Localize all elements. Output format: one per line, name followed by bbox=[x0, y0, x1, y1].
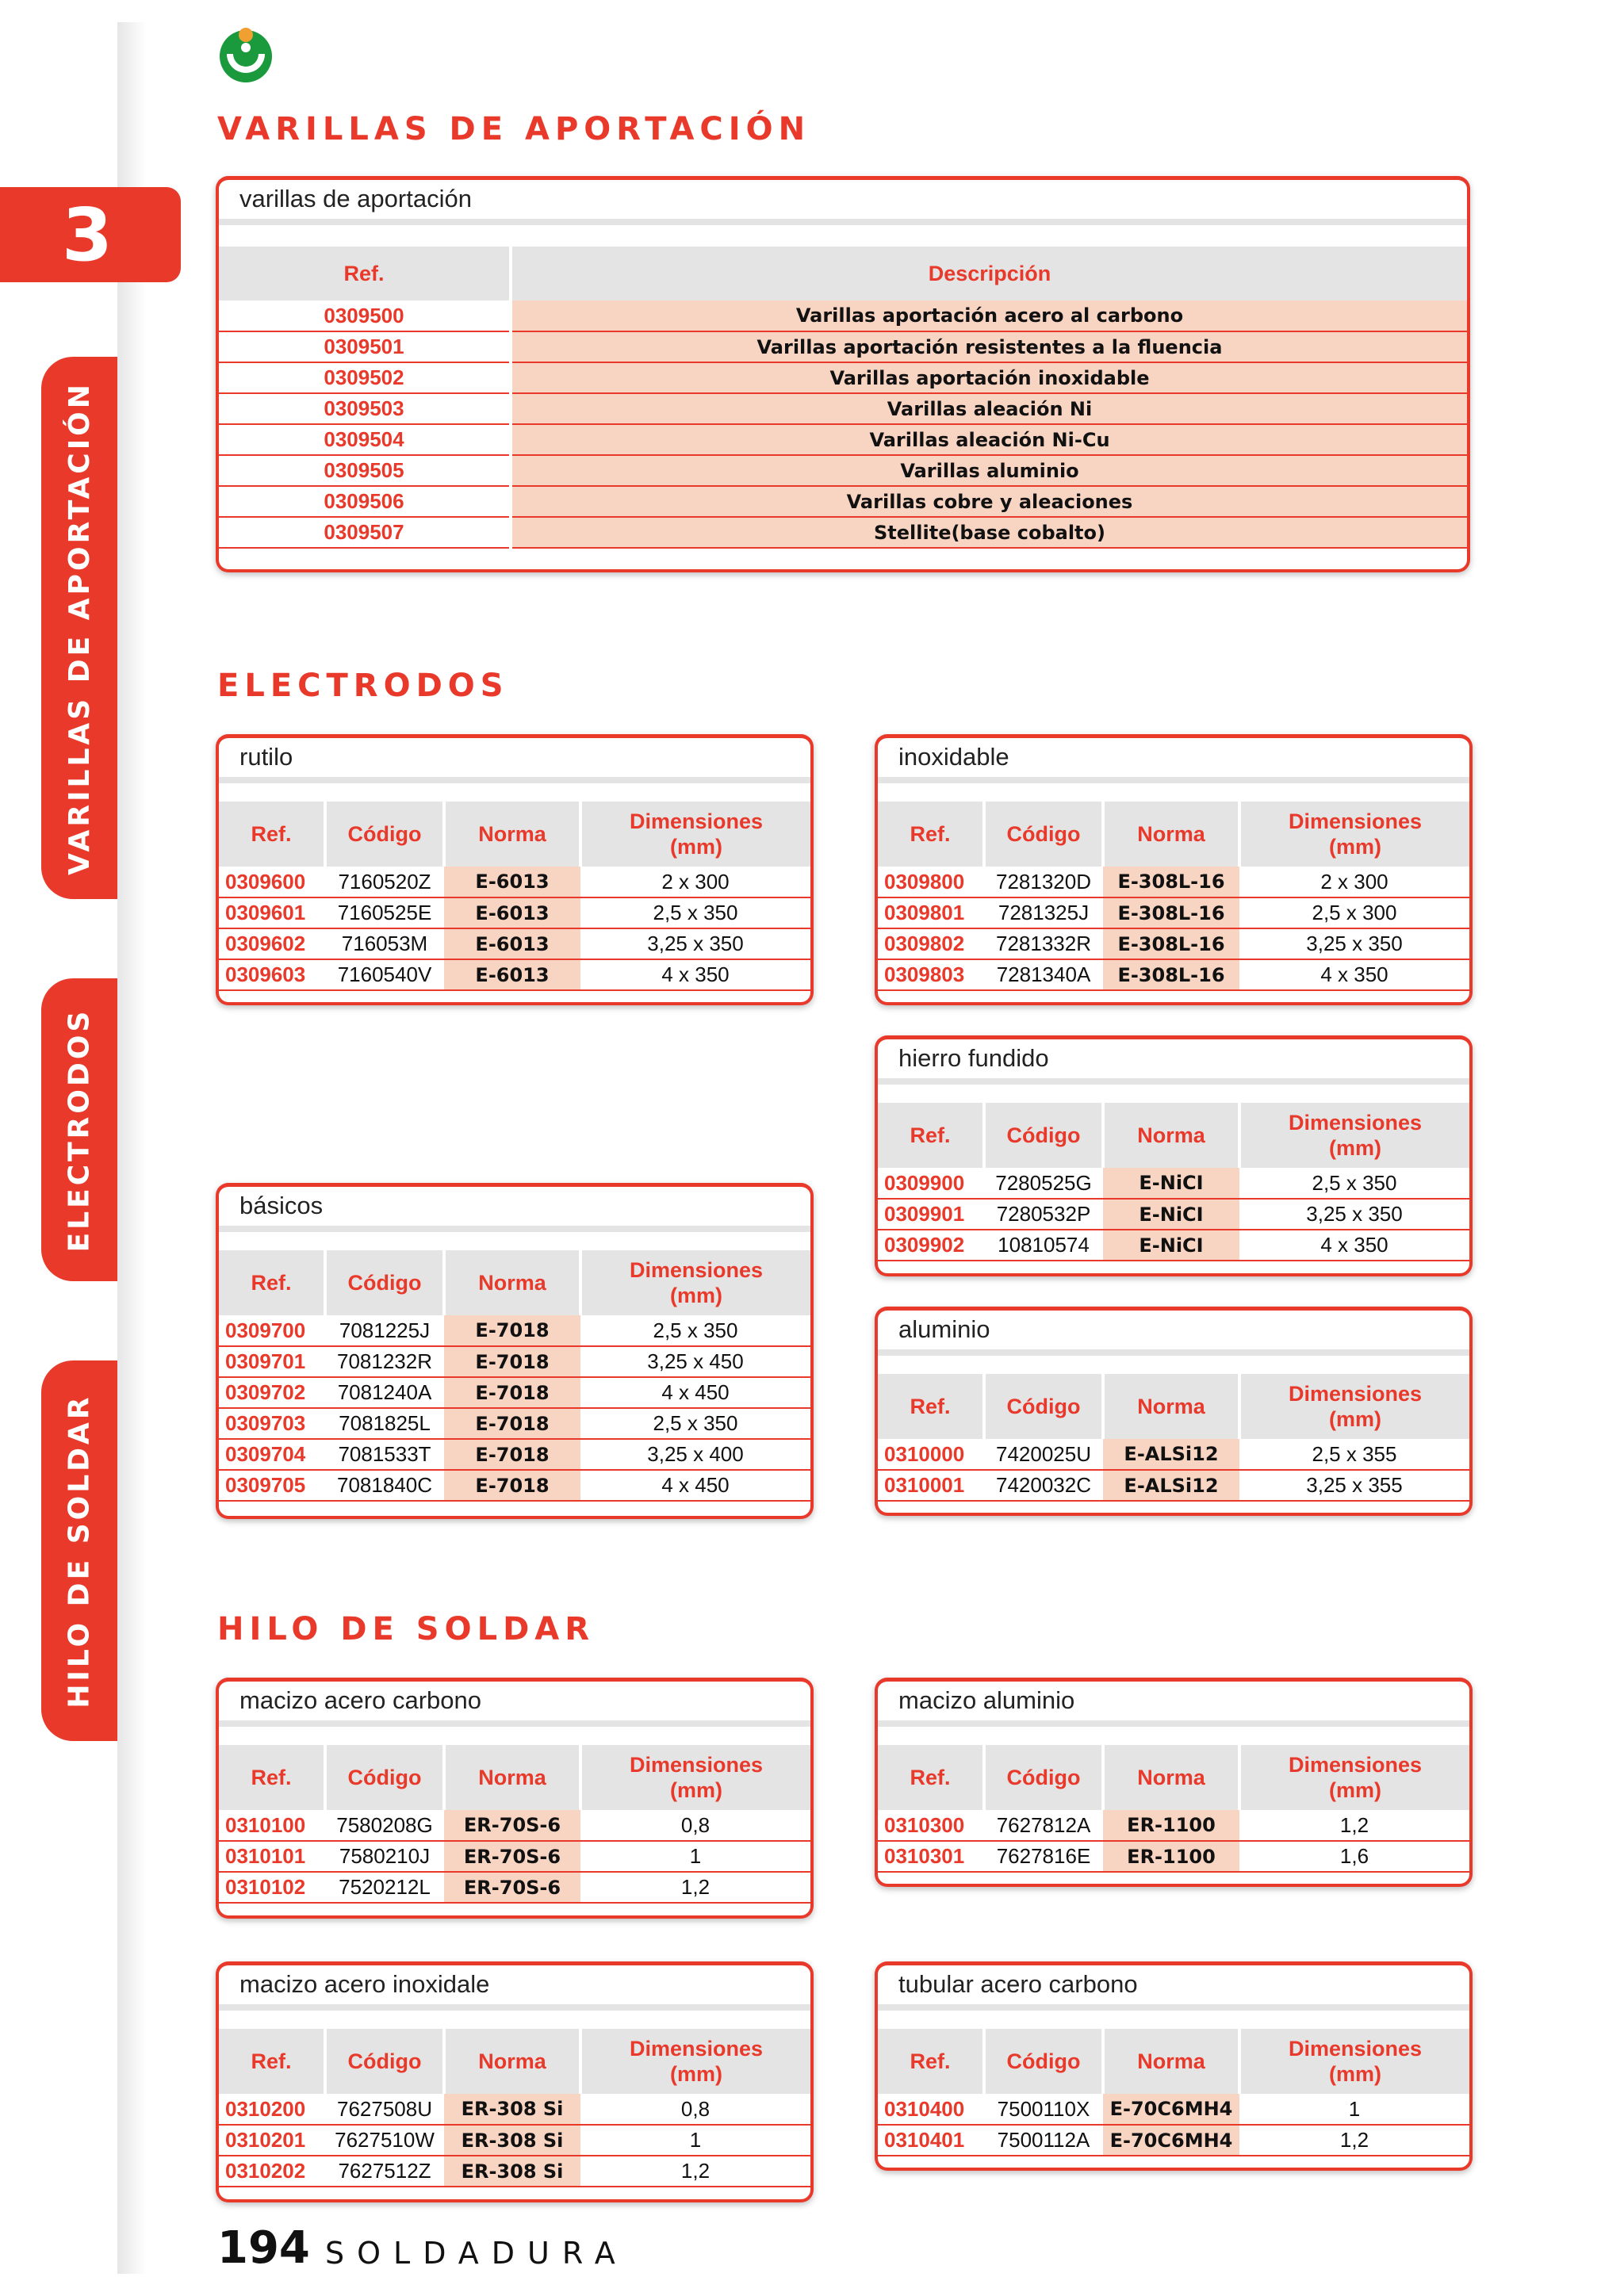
table-title: macizo acero carbono bbox=[239, 1686, 481, 1714]
col-header-ref: Ref. bbox=[219, 247, 511, 300]
dimensiones-cell: 3,25 x 350 bbox=[580, 928, 810, 959]
table-row bbox=[219, 2156, 810, 2187]
col-header-dimensiones bbox=[580, 1745, 810, 1810]
ref-cell: 0309704 bbox=[219, 1439, 325, 1470]
col-header-dimensiones-unit: (mm) bbox=[670, 2062, 722, 2086]
product-table bbox=[219, 2029, 810, 2187]
side-tab-varillas-label: VARILLAS DE APORTACIÓN bbox=[63, 381, 96, 875]
norma-cell: ER-70S-6 bbox=[444, 1872, 580, 1903]
table-row bbox=[219, 331, 1467, 362]
table-title: inoxidable bbox=[898, 743, 1009, 771]
col-header-codigo: Código bbox=[325, 802, 444, 867]
col-header-codigo: Código bbox=[325, 1250, 444, 1315]
col-header-dimensiones-label: Dimensiones bbox=[629, 809, 764, 833]
footer-label: SOLDADURA bbox=[325, 2236, 628, 2271]
dimensiones-cell: 1 bbox=[580, 1841, 810, 1872]
table-row bbox=[219, 486, 1467, 517]
col-header-dimensiones-unit: (mm) bbox=[1329, 2062, 1381, 2086]
table-row bbox=[219, 393, 1467, 424]
table-title: tubular acero carbono bbox=[898, 1970, 1138, 1998]
table-row bbox=[219, 897, 810, 928]
col-header-ref: Ref. bbox=[219, 1250, 325, 1315]
table-row bbox=[219, 1377, 810, 1408]
col-header-ref: Ref. bbox=[878, 1374, 984, 1439]
dimensiones-cell: 2,5 x 350 bbox=[580, 1408, 810, 1439]
codigo-cell: 7281332R bbox=[984, 928, 1103, 959]
table-box-inoxidable bbox=[875, 734, 1473, 1005]
ref-cell: 0310202 bbox=[219, 2156, 325, 2187]
dimensiones-cell: 3,25 x 355 bbox=[1239, 1470, 1469, 1501]
company-logo bbox=[216, 24, 276, 84]
dimensiones-cell: 1,2 bbox=[1239, 1810, 1469, 1841]
col-header-dimensiones bbox=[580, 2029, 810, 2094]
dimensiones-cell: 3,25 x 350 bbox=[1239, 1199, 1469, 1230]
table-title: aluminio bbox=[898, 1315, 990, 1343]
col-header-dimensiones-label: Dimensiones bbox=[1288, 1753, 1423, 1777]
col-header-ref: Ref. bbox=[878, 802, 984, 867]
codigo-cell: 7500112A bbox=[984, 2125, 1103, 2156]
ref-cell: 0309504 bbox=[219, 424, 511, 455]
dimensiones-cell: 2 x 300 bbox=[580, 867, 810, 897]
norma-cell: E-NiCI bbox=[1103, 1168, 1239, 1199]
col-header-ref: Ref. bbox=[878, 1745, 984, 1810]
codigo-cell: 7281320D bbox=[984, 867, 1103, 897]
table-row bbox=[219, 867, 810, 897]
dimensiones-cell: 1,2 bbox=[580, 2156, 810, 2187]
col-header-norma: Norma bbox=[444, 1250, 580, 1315]
ref-cell: 0309705 bbox=[219, 1470, 325, 1501]
codigo-cell: 7627510W bbox=[325, 2125, 444, 2156]
col-header-dimensiones-unit: (mm) bbox=[670, 1284, 722, 1307]
codigo-cell: 7627512Z bbox=[325, 2156, 444, 2187]
description-cell: Varillas aleación Ni bbox=[511, 393, 1467, 424]
norma-cell: E-308L-16 bbox=[1103, 897, 1239, 928]
ref-cell: 0310000 bbox=[878, 1439, 984, 1470]
codigo-cell: 7580210J bbox=[325, 1841, 444, 1872]
col-header-codigo: Código bbox=[984, 1745, 1103, 1810]
table-row bbox=[219, 959, 810, 990]
dimensiones-cell: 4 x 450 bbox=[580, 1377, 810, 1408]
ref-cell: 0309702 bbox=[219, 1377, 325, 1408]
ref-cell: 0309900 bbox=[878, 1168, 984, 1199]
ref-cell: 0310101 bbox=[219, 1841, 325, 1872]
col-header-codigo: Código bbox=[325, 2029, 444, 2094]
table-row bbox=[219, 1841, 810, 1872]
col-header-codigo: Código bbox=[984, 2029, 1103, 2094]
table-title: básicos bbox=[239, 1192, 324, 1219]
dimensiones-cell: 2 x 300 bbox=[1239, 867, 1469, 897]
norma-cell: ER-308 Si bbox=[444, 2125, 580, 2156]
dimensiones-cell: 2,5 x 350 bbox=[580, 897, 810, 928]
col-header-dimensiones bbox=[580, 1250, 810, 1315]
norma-cell: E-ALSi12 bbox=[1103, 1470, 1239, 1501]
ref-cell: 0309505 bbox=[219, 455, 511, 486]
col-header-norma: Norma bbox=[1103, 1103, 1239, 1168]
table-row bbox=[219, 928, 810, 959]
ref-cell: 0310400 bbox=[878, 2094, 984, 2125]
codigo-cell: 7500110X bbox=[984, 2094, 1103, 2125]
table-box-rutilo bbox=[216, 734, 814, 1005]
norma-cell: E-NiCI bbox=[1103, 1199, 1239, 1230]
chapter-number: 3 bbox=[61, 192, 113, 277]
ref-cell: 0309700 bbox=[219, 1315, 325, 1346]
col-header-codigo: Código bbox=[325, 1745, 444, 1810]
ref-cell: 0309602 bbox=[219, 928, 325, 959]
norma-cell: E-7018 bbox=[444, 1470, 580, 1501]
box-header-gap bbox=[219, 1226, 810, 1232]
side-tab-hilo-label: HILO DE SOLDAR bbox=[63, 1393, 96, 1709]
col-header-dimensiones-label: Dimensiones bbox=[1288, 1382, 1423, 1406]
codigo-cell: 7081840C bbox=[325, 1470, 444, 1501]
col-header-dimensiones-unit: (mm) bbox=[670, 1778, 722, 1802]
table-row bbox=[219, 517, 1467, 548]
col-header-dimensiones bbox=[1239, 2029, 1469, 2094]
dimensiones-cell: 4 x 350 bbox=[580, 959, 810, 990]
norma-cell: ER-70S-6 bbox=[444, 1841, 580, 1872]
codigo-cell: 7081825L bbox=[325, 1408, 444, 1439]
product-table bbox=[878, 1374, 1469, 1502]
table-box-macizo-acero-carbono bbox=[216, 1678, 814, 1919]
table-row bbox=[219, 300, 1467, 331]
dimensiones-cell: 4 x 450 bbox=[580, 1470, 810, 1501]
col-header-codigo: Código bbox=[984, 802, 1103, 867]
dimensiones-cell: 4 x 350 bbox=[1239, 1230, 1469, 1261]
ref-cell: 0309802 bbox=[878, 928, 984, 959]
box-header-gap bbox=[878, 2004, 1469, 2011]
dimensiones-cell: 3,25 x 400 bbox=[580, 1439, 810, 1470]
codigo-cell: 7160520Z bbox=[325, 867, 444, 897]
box-header-gap bbox=[219, 219, 1467, 225]
col-header-norma: Norma bbox=[1103, 1374, 1239, 1439]
description-cell: Varillas aportación inoxidable bbox=[511, 362, 1467, 393]
col-header-codigo: Código bbox=[984, 1103, 1103, 1168]
codigo-cell: 7420032C bbox=[984, 1470, 1103, 1501]
norma-cell: E-ALSi12 bbox=[1103, 1439, 1239, 1470]
table-row bbox=[878, 1470, 1469, 1501]
col-header-dimensiones-label: Dimensiones bbox=[1288, 809, 1423, 833]
box-header-gap bbox=[219, 777, 810, 783]
ref-cell: 0309603 bbox=[219, 959, 325, 990]
norma-cell: E-308L-16 bbox=[1103, 959, 1239, 990]
page-edge-strip bbox=[117, 22, 146, 2274]
ref-cell: 0310102 bbox=[219, 1872, 325, 1903]
col-header-ref: Ref. bbox=[878, 1103, 984, 1168]
codigo-cell: 7160540V bbox=[325, 959, 444, 990]
table-row bbox=[878, 2094, 1469, 2125]
side-tab-varillas[interactable] bbox=[41, 357, 117, 899]
table-row bbox=[878, 867, 1469, 897]
col-header-dimensiones bbox=[1239, 802, 1469, 867]
dimensiones-cell: 1 bbox=[1239, 2094, 1469, 2125]
section-title-electrodos: ELECTRODOS bbox=[217, 668, 509, 704]
table-row bbox=[219, 2125, 810, 2156]
table-row bbox=[219, 1346, 810, 1377]
product-table bbox=[878, 802, 1469, 991]
codigo-cell: 7420025U bbox=[984, 1439, 1103, 1470]
col-header-descripcion: Descripción bbox=[511, 247, 1467, 300]
norma-cell: E-7018 bbox=[444, 1439, 580, 1470]
ref-cell: 0310401 bbox=[878, 2125, 984, 2156]
table-box-macizo-aluminio bbox=[875, 1678, 1473, 1887]
dimensiones-cell: 0,8 bbox=[580, 1810, 810, 1841]
table-row bbox=[219, 1439, 810, 1470]
product-table bbox=[878, 2029, 1469, 2156]
col-header-ref: Ref. bbox=[878, 2029, 984, 2094]
table-box-aluminio bbox=[875, 1307, 1473, 1516]
col-header-dimensiones-unit: (mm) bbox=[670, 835, 722, 859]
ref-cell: 0309701 bbox=[219, 1346, 325, 1377]
norma-cell: E-6013 bbox=[444, 897, 580, 928]
description-cell: Varillas aluminio bbox=[511, 455, 1467, 486]
product-table bbox=[878, 1745, 1469, 1873]
norma-cell: E-308L-16 bbox=[1103, 928, 1239, 959]
table-row bbox=[878, 1168, 1469, 1199]
side-tab-hilo[interactable] bbox=[41, 1360, 117, 1741]
dimensiones-cell: 3,25 x 350 bbox=[1239, 928, 1469, 959]
norma-cell: E-6013 bbox=[444, 959, 580, 990]
description-cell: Varillas aleación Ni-Cu bbox=[511, 424, 1467, 455]
description-cell: Varillas aportación acero al carbono bbox=[511, 300, 1467, 331]
table-row bbox=[219, 1810, 810, 1841]
codigo-cell: 7520212L bbox=[325, 1872, 444, 1903]
norma-cell: E-6013 bbox=[444, 928, 580, 959]
section-title-hilo: HILO DE SOLDAR bbox=[217, 1611, 596, 1647]
ref-cell: 0309507 bbox=[219, 517, 511, 548]
col-header-dimensiones-unit: (mm) bbox=[1329, 1778, 1381, 1802]
table-row bbox=[878, 928, 1469, 959]
codigo-cell: 716053M bbox=[325, 928, 444, 959]
norma-cell: E-70C6MH4 bbox=[1103, 2094, 1239, 2125]
ref-cell: 0309501 bbox=[219, 331, 511, 362]
table-row bbox=[219, 2094, 810, 2125]
table-row bbox=[219, 424, 1467, 455]
norma-cell: E-7018 bbox=[444, 1315, 580, 1346]
table-row bbox=[878, 897, 1469, 928]
col-header-codigo: Código bbox=[984, 1374, 1103, 1439]
varillas-table-box bbox=[216, 176, 1470, 572]
col-header-dimensiones bbox=[1239, 1745, 1469, 1810]
col-header-dimensiones-unit: (mm) bbox=[1329, 1407, 1381, 1431]
table-title: rutilo bbox=[239, 743, 293, 771]
norma-cell: E-7018 bbox=[444, 1346, 580, 1377]
dimensiones-cell: 4 x 350 bbox=[1239, 959, 1469, 990]
ref-cell: 0309500 bbox=[219, 300, 511, 331]
ref-cell: 0309800 bbox=[878, 867, 984, 897]
col-header-norma: Norma bbox=[444, 802, 580, 867]
ref-cell: 0309703 bbox=[219, 1408, 325, 1439]
ref-cell: 0310100 bbox=[219, 1810, 325, 1841]
table-row bbox=[219, 455, 1467, 486]
codigo-cell: 7081225J bbox=[325, 1315, 444, 1346]
table-row bbox=[878, 1841, 1469, 1872]
table-row bbox=[878, 1810, 1469, 1841]
col-header-norma: Norma bbox=[1103, 1745, 1239, 1810]
side-tab-electrodos[interactable] bbox=[41, 978, 117, 1281]
section-title-varillas: VARILLAS DE APORTACIÓN bbox=[217, 111, 811, 147]
ref-cell: 0309601 bbox=[219, 897, 325, 928]
col-header-dimensiones-unit: (mm) bbox=[1329, 835, 1381, 859]
ref-cell: 0309502 bbox=[219, 362, 511, 393]
ref-cell: 0309600 bbox=[219, 867, 325, 897]
col-header-ref: Ref. bbox=[219, 1745, 325, 1810]
table-row bbox=[878, 1439, 1469, 1470]
dimensiones-cell: 2,5 x 350 bbox=[1239, 1168, 1469, 1199]
norma-cell: ER-70S-6 bbox=[444, 1810, 580, 1841]
ref-cell: 0310300 bbox=[878, 1810, 984, 1841]
dimensiones-cell: 2,5 x 350 bbox=[580, 1315, 810, 1346]
table-box-hierro-fundido bbox=[875, 1035, 1473, 1276]
description-cell: Varillas cobre y aleaciones bbox=[511, 486, 1467, 517]
norma-cell: E-6013 bbox=[444, 867, 580, 897]
norma-cell: E-70C6MH4 bbox=[1103, 2125, 1239, 2156]
col-header-norma: Norma bbox=[1103, 2029, 1239, 2094]
col-header-norma: Norma bbox=[1103, 802, 1239, 867]
table-title: macizo acero inoxidale bbox=[239, 1970, 490, 1998]
varillas-table bbox=[219, 247, 1467, 549]
ref-cell: 0310200 bbox=[219, 2094, 325, 2125]
dimensiones-cell: 2,5 x 355 bbox=[1239, 1439, 1469, 1470]
col-header-ref: Ref. bbox=[219, 802, 325, 867]
col-header-dimensiones-label: Dimensiones bbox=[629, 1753, 764, 1777]
norma-cell: ER-1100 bbox=[1103, 1841, 1239, 1872]
table-row bbox=[219, 1872, 810, 1903]
ref-cell: 0309902 bbox=[878, 1230, 984, 1261]
table-box-macizo-acero-inoxidale bbox=[216, 1961, 814, 2202]
box-header-gap bbox=[878, 1720, 1469, 1727]
col-header-norma: Norma bbox=[444, 2029, 580, 2094]
description-cell: Stellite(base cobalto) bbox=[511, 517, 1467, 548]
table-row bbox=[219, 362, 1467, 393]
norma-cell: ER-308 Si bbox=[444, 2094, 580, 2125]
table-row bbox=[878, 2125, 1469, 2156]
ref-cell: 0309503 bbox=[219, 393, 511, 424]
dimensiones-cell: 1,6 bbox=[1239, 1841, 1469, 1872]
dimensiones-cell: 1 bbox=[580, 2125, 810, 2156]
norma-cell: ER-1100 bbox=[1103, 1810, 1239, 1841]
codigo-cell: 7627508U bbox=[325, 2094, 444, 2125]
col-header-dimensiones-label: Dimensiones bbox=[629, 2037, 764, 2061]
box-header-gap bbox=[878, 1349, 1469, 1356]
ref-cell: 0310301 bbox=[878, 1841, 984, 1872]
ref-cell: 0309506 bbox=[219, 486, 511, 517]
dimensiones-cell: 1,2 bbox=[1239, 2125, 1469, 2156]
codigo-cell: 7281325J bbox=[984, 897, 1103, 928]
codigo-cell: 7281340A bbox=[984, 959, 1103, 990]
norma-cell: E-308L-16 bbox=[1103, 867, 1239, 897]
codigo-cell: 7280525G bbox=[984, 1168, 1103, 1199]
table-row bbox=[219, 1315, 810, 1346]
table-title: hierro fundido bbox=[898, 1044, 1049, 1072]
description-cell: Varillas aportación resistentes a la fluencia bbox=[511, 331, 1467, 362]
ref-cell: 0309901 bbox=[878, 1199, 984, 1230]
col-header-dimensiones bbox=[1239, 1374, 1469, 1439]
codigo-cell: 7627816E bbox=[984, 1841, 1103, 1872]
table-row bbox=[878, 1199, 1469, 1230]
dimensiones-cell: 0,8 bbox=[580, 2094, 810, 2125]
norma-cell: E-7018 bbox=[444, 1408, 580, 1439]
box-header-gap bbox=[878, 777, 1469, 783]
dimensiones-cell: 2,5 x 300 bbox=[1239, 897, 1469, 928]
ref-cell: 0309803 bbox=[878, 959, 984, 990]
col-header-dimensiones bbox=[1239, 1103, 1469, 1168]
product-table bbox=[219, 1250, 810, 1502]
table-title: macizo aluminio bbox=[898, 1686, 1075, 1714]
table-row bbox=[878, 959, 1469, 990]
col-header-dimensiones-label: Dimensiones bbox=[629, 1258, 764, 1282]
norma-cell: E-7018 bbox=[444, 1377, 580, 1408]
table-row bbox=[878, 1230, 1469, 1261]
dimensiones-cell: 1,2 bbox=[580, 1872, 810, 1903]
col-header-norma: Norma bbox=[444, 1745, 580, 1810]
product-table bbox=[878, 1103, 1469, 1261]
codigo-cell: 10810574 bbox=[984, 1230, 1103, 1261]
dimensiones-cell: 3,25 x 450 bbox=[580, 1346, 810, 1377]
codigo-cell: 7160525E bbox=[325, 897, 444, 928]
codigo-cell: 7580208G bbox=[325, 1810, 444, 1841]
varillas-table-title: varillas de aportación bbox=[239, 185, 472, 212]
table-box-tubular-acero-carbono bbox=[875, 1961, 1473, 2171]
table-row bbox=[219, 1408, 810, 1439]
ref-cell: 0310201 bbox=[219, 2125, 325, 2156]
side-tab-electrodos-label: ELECTRODOS bbox=[63, 1008, 96, 1252]
col-header-dimensiones-label: Dimensiones bbox=[1288, 1111, 1423, 1135]
box-header-gap bbox=[219, 1720, 810, 1727]
norma-cell: ER-308 Si bbox=[444, 2156, 580, 2187]
ref-cell: 0309801 bbox=[878, 897, 984, 928]
table-row bbox=[219, 1470, 810, 1501]
chapter-number-tab bbox=[0, 187, 181, 282]
col-header-dimensiones-unit: (mm) bbox=[1329, 1136, 1381, 1160]
page-number: 194 bbox=[217, 2222, 310, 2274]
box-header-gap bbox=[219, 2004, 810, 2011]
codigo-cell: 7280532P bbox=[984, 1199, 1103, 1230]
col-header-dimensiones-label: Dimensiones bbox=[1288, 2037, 1423, 2061]
norma-cell: E-NiCI bbox=[1103, 1230, 1239, 1261]
col-header-ref: Ref. bbox=[219, 2029, 325, 2094]
col-header-dimensiones bbox=[580, 802, 810, 867]
ref-cell: 0310001 bbox=[878, 1470, 984, 1501]
product-table bbox=[219, 1745, 810, 1904]
codigo-cell: 7081533T bbox=[325, 1439, 444, 1470]
box-header-gap bbox=[878, 1078, 1469, 1085]
product-table bbox=[219, 802, 810, 991]
codigo-cell: 7627812A bbox=[984, 1810, 1103, 1841]
table-box-basicos bbox=[216, 1183, 814, 1519]
codigo-cell: 7081232R bbox=[325, 1346, 444, 1377]
codigo-cell: 7081240A bbox=[325, 1377, 444, 1408]
